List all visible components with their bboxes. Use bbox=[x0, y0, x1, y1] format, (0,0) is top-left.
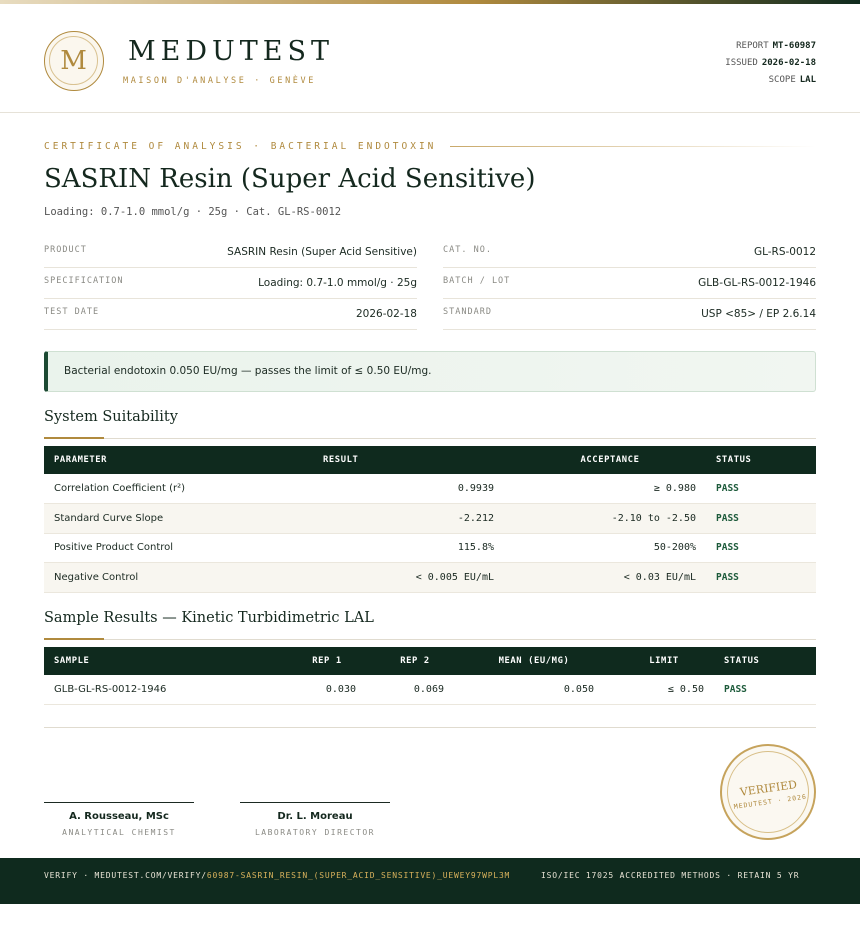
parameter-cell: Correlation Coefficient (r²) bbox=[44, 474, 313, 504]
system-suitability-heading bbox=[44, 409, 816, 439]
column-header: MEAN (EU/MG) bbox=[498, 656, 570, 666]
info-value: Loading: 0.7-1.0 mmol/g · 25g bbox=[258, 277, 417, 289]
section-underline bbox=[44, 437, 104, 439]
signature-line bbox=[240, 802, 390, 803]
info-label: SPECIFICATION bbox=[44, 276, 124, 286]
acceptance-cell: 50-200% bbox=[504, 533, 706, 563]
signature-block-analyst bbox=[44, 802, 194, 837]
scope-value: LAL bbox=[799, 75, 816, 85]
info-value: GLB-GL-RS-0012-1946 bbox=[698, 277, 816, 289]
verified-stamp bbox=[714, 738, 822, 846]
info-row-test-date bbox=[44, 299, 417, 330]
status-badge: PASS bbox=[706, 563, 816, 593]
signatory-role: LABORATORY DIRECTOR bbox=[254, 828, 375, 837]
stamp-title: VERIFIED bbox=[739, 777, 798, 799]
status-badge: PASS bbox=[714, 675, 816, 705]
column-header: ACCEPTANCE bbox=[580, 455, 640, 465]
report-header bbox=[0, 4, 860, 113]
document-kicker bbox=[44, 139, 816, 153]
info-row-cat-no bbox=[443, 237, 816, 268]
info-label: PRODUCT bbox=[44, 245, 87, 255]
page-subtitle: Loading: 0.7-1.0 mmol/g · 25g · Cat. GL-RS-0012 bbox=[44, 206, 342, 218]
column-header: SAMPLE bbox=[54, 656, 90, 666]
logo-letter: M bbox=[49, 36, 98, 85]
acceptance-cell: ≥ 0.980 bbox=[504, 474, 706, 504]
signatory-name: A. Rousseau, MSc bbox=[69, 811, 169, 822]
signature-line bbox=[44, 802, 194, 803]
info-value: GL-RS-0012 bbox=[753, 246, 816, 258]
status-badge: PASS bbox=[706, 504, 816, 534]
signature-block-director bbox=[240, 802, 390, 837]
section-underline bbox=[44, 638, 104, 640]
info-column-right bbox=[443, 237, 816, 330]
table-row bbox=[44, 675, 816, 705]
report-meta bbox=[725, 38, 816, 89]
report-label: REPORT bbox=[736, 41, 769, 51]
info-value: USP <85> / EP 2.6.14 bbox=[701, 308, 816, 320]
column-header: STATUS bbox=[724, 656, 760, 666]
table-row bbox=[44, 533, 816, 563]
result-cell: -2.212 bbox=[313, 504, 504, 534]
page-title: SASRIN Resin (Super Acid Sensitive) bbox=[44, 164, 536, 194]
info-value: SASRIN Resin (Super Acid Sensitive) bbox=[227, 246, 417, 258]
system-suitability-table bbox=[44, 446, 816, 593]
info-label: BATCH / LOT bbox=[443, 276, 511, 286]
table-header-row bbox=[44, 446, 816, 474]
accreditation-note: ISO/IEC 17025 ACCREDITED METHODS · RETAIN 5 YR bbox=[541, 871, 800, 880]
table-row bbox=[44, 563, 816, 593]
column-header: REP 2 bbox=[400, 656, 430, 666]
brand-logo bbox=[44, 31, 104, 91]
parameter-cell: Negative Control bbox=[44, 563, 313, 593]
info-label: STANDARD bbox=[443, 307, 492, 317]
sample-results-table bbox=[44, 647, 816, 705]
issued-row bbox=[725, 55, 816, 72]
kicker-divider bbox=[450, 146, 816, 147]
acceptance-cell: -2.10 to -2.50 bbox=[504, 504, 706, 534]
info-row-batch bbox=[443, 268, 816, 299]
rep1-cell: 0.030 bbox=[278, 675, 366, 705]
parameter-cell: Positive Product Control bbox=[44, 533, 313, 563]
column-header: LIMIT bbox=[649, 656, 679, 666]
info-row-product bbox=[44, 237, 417, 268]
column-header: REP 1 bbox=[312, 656, 342, 666]
stamp-subtitle: MEDUTEST · 2026 bbox=[733, 792, 808, 811]
result-cell: < 0.005 EU/mL bbox=[313, 563, 504, 593]
acceptance-cell: < 0.03 EU/mL bbox=[504, 563, 706, 593]
mean-cell: 0.050 bbox=[454, 675, 604, 705]
table-row bbox=[44, 504, 816, 534]
info-value: 2026-02-18 bbox=[355, 308, 417, 320]
signature-divider bbox=[44, 727, 816, 728]
table-row bbox=[44, 474, 816, 504]
column-header: PARAMETER bbox=[54, 455, 108, 465]
info-label: CAT. NO. bbox=[443, 245, 492, 255]
signatory-name: Dr. L. Moreau bbox=[277, 811, 353, 822]
column-header: RESULT bbox=[323, 455, 359, 465]
sample-cell: GLB-GL-RS-0012-1946 bbox=[44, 675, 278, 705]
parameter-cell: Standard Curve Slope bbox=[44, 504, 313, 534]
brand-tagline: MAISON D'ANALYSE · GENÈVE bbox=[123, 76, 316, 86]
table-header-row bbox=[44, 647, 816, 675]
callout-text: Bacterial endotoxin 0.050 EU/mg — passes the limit of ≤ 0.50 EU/mg. bbox=[64, 365, 432, 377]
verify-link[interactable]: 60987-SASRIN_RESIN_(SUPER_ACID_SENSITIVE)_UEWEY97WPL3M bbox=[206, 871, 511, 880]
report-value: MT-60987 bbox=[772, 41, 816, 51]
section-title: System Suitability bbox=[44, 409, 178, 425]
info-column-left bbox=[44, 237, 417, 330]
issued-value: 2026-02-18 bbox=[761, 58, 816, 68]
kicker-text: CERTIFICATE OF ANALYSIS · BACTERIAL ENDOTOXIN bbox=[44, 140, 437, 152]
info-row-standard bbox=[443, 299, 816, 330]
signatory-role: ANALYTICAL CHEMIST bbox=[62, 828, 176, 837]
rep2-cell: 0.069 bbox=[366, 675, 454, 705]
info-row-specification bbox=[44, 268, 417, 299]
issued-label: ISSUED bbox=[725, 58, 758, 68]
scope-row bbox=[725, 72, 816, 89]
sample-results-heading bbox=[44, 610, 816, 640]
column-header: STATUS bbox=[716, 455, 752, 465]
scope-label: SCOPE bbox=[768, 75, 796, 85]
result-cell: 115.8% bbox=[313, 533, 504, 563]
verify-prefix: VERIFY · MEDUTEST.COM/VERIFY/ bbox=[44, 871, 207, 880]
result-callout bbox=[44, 351, 816, 392]
info-label: TEST DATE bbox=[44, 307, 100, 317]
status-badge: PASS bbox=[706, 474, 816, 504]
stamp-inner-ring bbox=[722, 746, 815, 839]
page-footer bbox=[0, 858, 860, 904]
limit-cell: ≤ 0.50 bbox=[604, 675, 714, 705]
status-badge: PASS bbox=[706, 533, 816, 563]
brand-name: MEDUTEST bbox=[128, 36, 334, 67]
section-title: Sample Results — Kinetic Turbidimetric LAL bbox=[44, 610, 374, 626]
report-number-row bbox=[725, 38, 816, 55]
result-cell: 0.9939 bbox=[313, 474, 504, 504]
verify-text bbox=[44, 870, 514, 882]
